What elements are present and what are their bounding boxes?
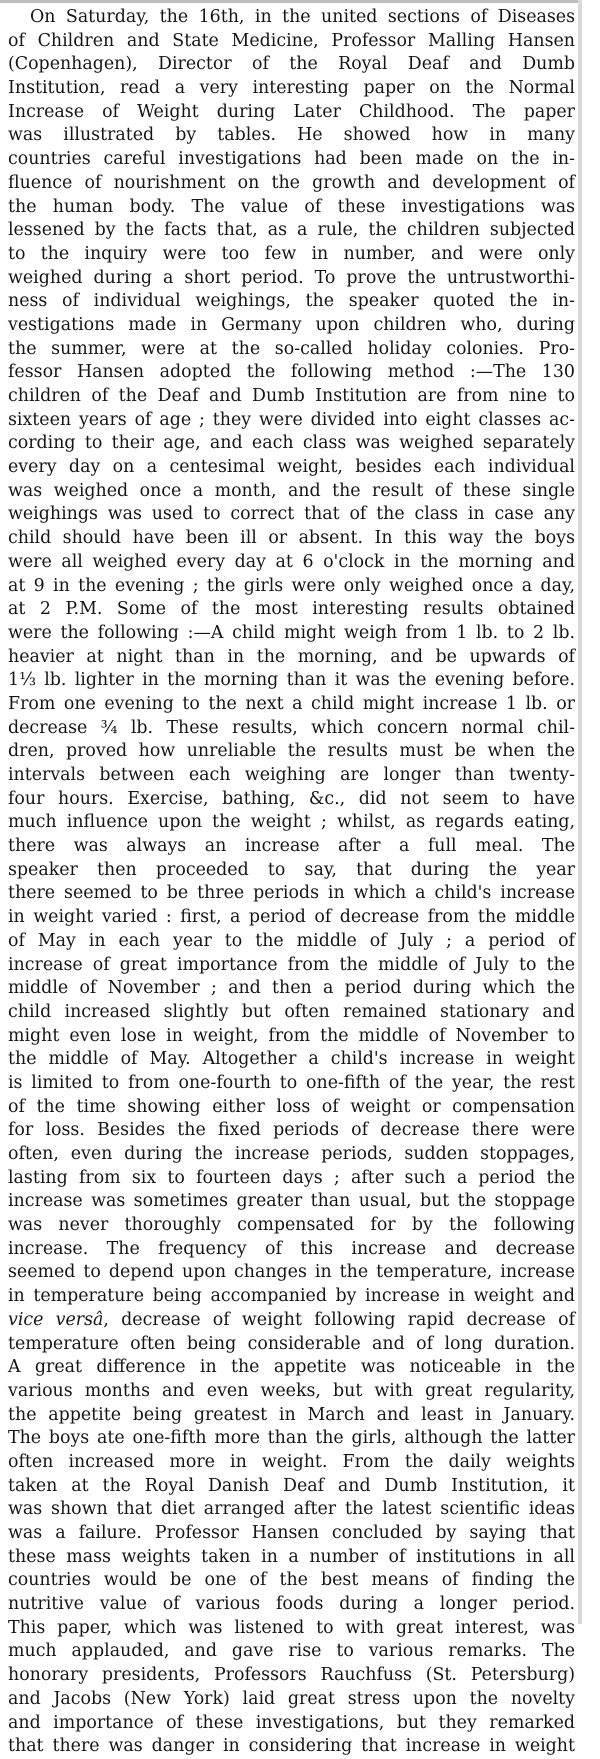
article-line: increase of great importance from the middle of July to the bbox=[8, 954, 575, 975]
article-line: nutritive value of various foods during a longer period. bbox=[8, 1594, 575, 1615]
article-line: ness of individual weighings, the speaker quoted the in- bbox=[8, 291, 575, 312]
article-line: dren, proved how unreliable the results must be when the bbox=[8, 741, 575, 762]
article-line: vestigations made in Germany upon children who, during bbox=[8, 314, 575, 335]
article-line: intervals between each weighing are longer than twenty- bbox=[8, 765, 575, 785]
article-line: every day on a centesimal weight, besides each individual bbox=[8, 457, 575, 478]
article-line: was shown that diet arranged after the latest scientific ideas bbox=[8, 1499, 575, 1520]
article-line: the middle of May. Altogether a child's increase in weight bbox=[8, 1049, 575, 1070]
article-line: is limited to from one-fourth to one-fifth of the year, the rest bbox=[8, 1072, 575, 1093]
article-line: were the following :—A child might weigh from 1 lb. to 2 lb. bbox=[8, 622, 575, 643]
article-line: middle of November ; and then a period during which the bbox=[8, 978, 575, 999]
article-line: was illustrated by tables. He showed how in many bbox=[8, 125, 575, 146]
article-line: honorary presidents, Professors Rauchfuss (St. Petersburg) bbox=[8, 1665, 575, 1686]
article-line: vice versâ, decrease of weight following rapid decrease of bbox=[8, 1309, 576, 1330]
article-line: taken at the Royal Danish Deaf and Dumb Institution, it bbox=[8, 1475, 575, 1496]
article-line: This paper, which was listened to with great interest, was bbox=[8, 1617, 575, 1638]
article-line: seemed to depend upon changes in the temperature, increase bbox=[8, 1262, 575, 1283]
article-line: children of the Deaf and Dumb Institution are from nine to bbox=[8, 386, 575, 406]
article-line: were all weighed every day at 6 o'clock in the morning and bbox=[8, 551, 575, 572]
article-line: much applauded, and gave rise to various remarks. The bbox=[8, 1641, 575, 1662]
article-line: cording to their age, and each class was weighed separately bbox=[8, 433, 575, 454]
article-line: in temperature being accompanied by increase in weight and bbox=[8, 1286, 575, 1307]
article-line: heavier at night than in the morning, and be upwards of bbox=[8, 646, 575, 667]
article-line: was a failure. Professor Hansen concluded by saying that bbox=[8, 1523, 575, 1543]
article-line: speaker then proceeded to say, that during the year bbox=[8, 859, 575, 880]
article-line: From one evening to the next a child might increase 1 lb. or bbox=[8, 693, 575, 714]
article-line: these mass weights taken in a number of institutions in all bbox=[8, 1546, 575, 1567]
article-line: in weight varied : first, a period of decrease from the middle bbox=[8, 907, 575, 928]
article-line: of the time showing either loss of weight or compensation bbox=[8, 1096, 575, 1117]
article-line: Institution, read a very interesting paper on the Normal bbox=[8, 78, 575, 99]
article-line: temperature often being considerable and of long duration. bbox=[8, 1333, 575, 1354]
article-line: lessened by the facts that, as a rule, the children subjected bbox=[8, 220, 575, 241]
article-line: often increased more in weight. From the daily weights bbox=[8, 1451, 575, 1472]
article-line: of May in each year to the middle of July ; a period of bbox=[8, 930, 575, 951]
article-body bbox=[8, 6, 576, 1757]
article-line: the appetite being greatest in March and least in January. bbox=[8, 1404, 575, 1425]
article-line: increase was sometimes greater than usual, but the stoppage bbox=[8, 1191, 575, 1212]
article-line: increase. The frequency of this increase and decrease bbox=[8, 1238, 575, 1259]
article-line: On Saturday, the 16th, in the united sections of Diseases bbox=[30, 7, 575, 27]
article-line: at 2 P.M. Some of the most interesting results obtained bbox=[8, 599, 575, 620]
article-line: that there was danger in considering that increase in weight bbox=[8, 1736, 575, 1757]
article-line: fessor Hansen adopted the following method :—The 130 bbox=[8, 362, 575, 383]
article-line: child should have been ill or absent. In this way the boys bbox=[8, 528, 575, 549]
article-line: might even lose in weight, from the middle of November to bbox=[8, 1025, 575, 1046]
article-line: various months and even weeks, but with great regularity, bbox=[8, 1380, 575, 1401]
article-line: the human body. The value of these investigations was bbox=[8, 196, 575, 217]
article-line: often, even during the increase periods, sudden stoppages, bbox=[8, 1144, 575, 1164]
article-line: the summer, were at the so-called holiday colonies. Pro- bbox=[8, 338, 575, 359]
article-line: 1⅓ lb. lighter in the morning than it was the evening before. bbox=[8, 670, 575, 691]
article-line: of Children and State Medicine, Professor Malling Hansen bbox=[8, 30, 575, 51]
article-line: four hours. Exercise, bathing, &c., did not seem to have bbox=[8, 788, 575, 809]
article-line: Increase of Weight during Later Childhood. The paper bbox=[8, 101, 575, 122]
article-line: at 9 in the evening ; the girls were only weighed once a day, bbox=[8, 575, 575, 596]
italic-phrase: vice versâ bbox=[8, 1309, 104, 1330]
article-line: lasting from six to fourteen days ; after such a period the bbox=[8, 1167, 575, 1188]
article-line: child increased slightly but often remained stationary and bbox=[8, 1001, 575, 1022]
article-line: countries careful investigations had been made on the in- bbox=[8, 149, 575, 170]
article-line: and Jacobs (New York) laid great stress upon the novelty bbox=[8, 1688, 575, 1709]
article-line: decrease ¾ lb. These results, which concern normal chil- bbox=[8, 717, 575, 738]
article-line: there seemed to be three periods in which a child's increase bbox=[8, 883, 575, 904]
article-line: and importance of these investigations, but they remarked bbox=[8, 1712, 575, 1733]
article-line: was never thoroughly compensated for by the following bbox=[8, 1215, 575, 1236]
article-line: sixteen years of age ; they were divided into eight classes ac- bbox=[8, 409, 575, 430]
article-line: was weighed once a month, and the result of these single bbox=[8, 480, 575, 501]
article-line: to the inquiry were too few in number, and were only bbox=[8, 243, 575, 264]
column-edge bbox=[578, 0, 582, 1624]
article-line: fluence of nourishment on the growth and development of bbox=[8, 172, 575, 193]
article-line: The boys ate one-fifth more than the girls, although the latter bbox=[8, 1428, 575, 1449]
article-line: countries would be one of the best means of finding the bbox=[8, 1570, 575, 1591]
article-line: much influence upon the weight ; whilst, as regards eating, bbox=[8, 812, 575, 833]
article-line: weighings was used to correct that of the class in case any bbox=[8, 504, 575, 525]
article-line: weighed during a short period. To prove the untrustworthi- bbox=[8, 267, 575, 288]
article-line: there was always an increase after a full meal. The bbox=[8, 836, 575, 857]
article-line: for loss. Besides the fixed periods of decrease there were bbox=[8, 1120, 575, 1141]
top-rule bbox=[0, 0, 582, 3]
article-line: A great difference in the appetite was noticeable in the bbox=[8, 1357, 575, 1378]
article-line: (Copenhagen), Director of the Royal Deaf and Dumb bbox=[8, 54, 575, 75]
